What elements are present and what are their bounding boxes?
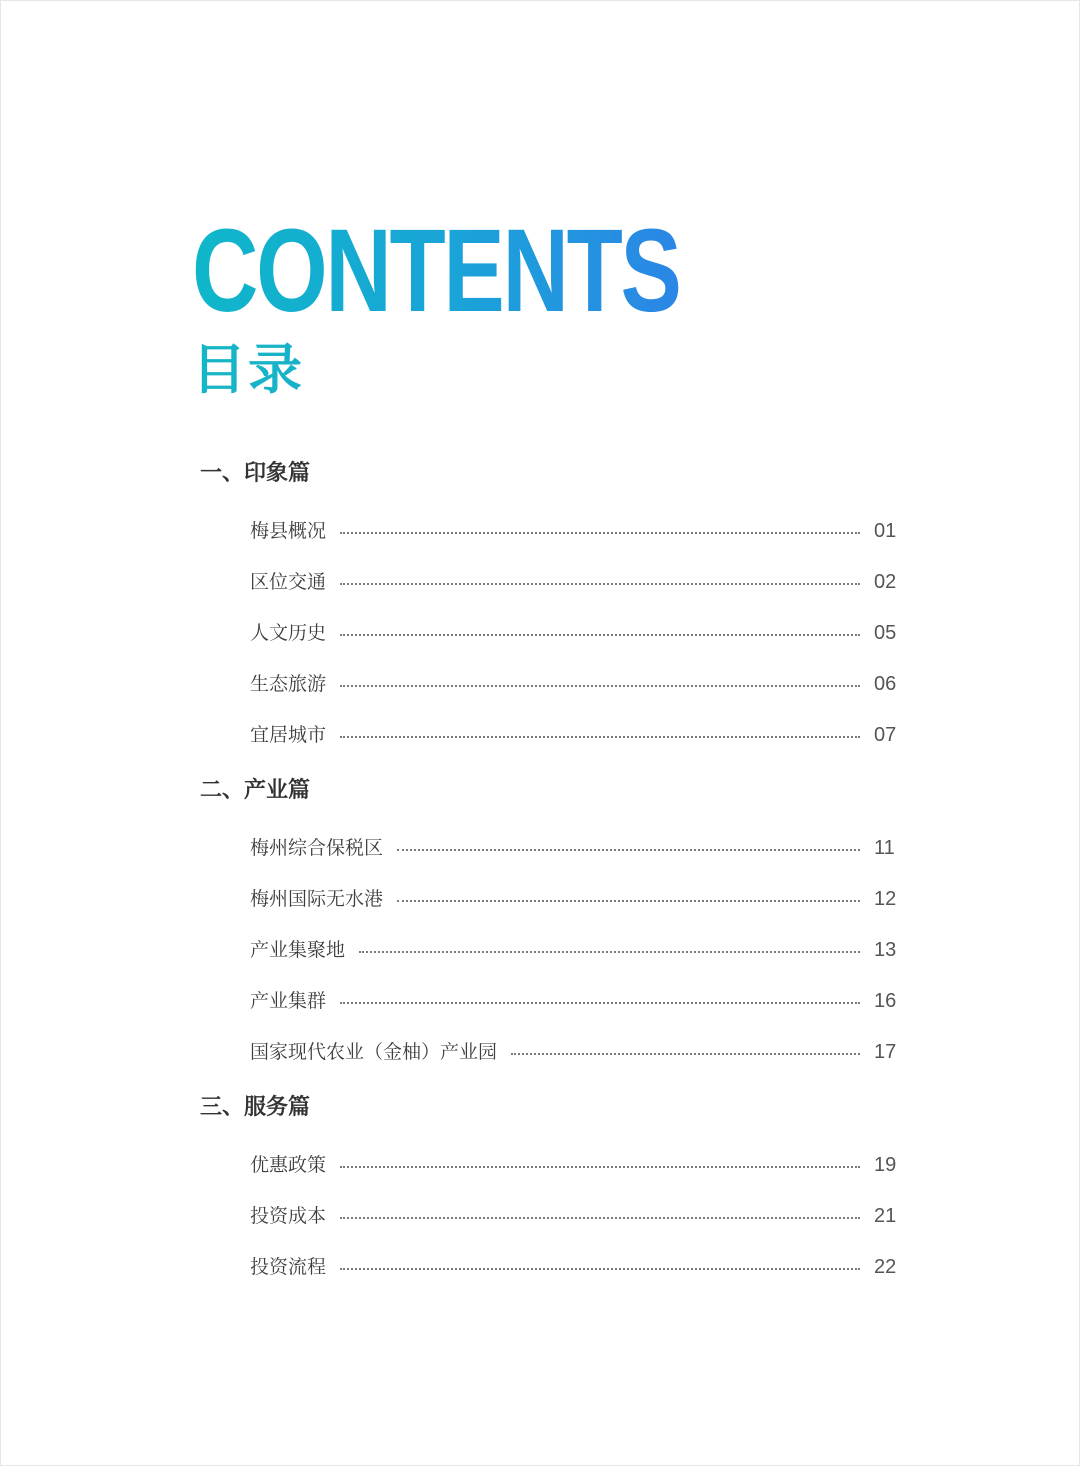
entry-label: 梅州国际无水港 bbox=[250, 888, 384, 910]
entry-page-number: 11 bbox=[874, 837, 895, 859]
dotted-leader bbox=[340, 736, 860, 738]
entry-page-number: 05 bbox=[874, 622, 897, 644]
entry-label: 区位交通 bbox=[250, 571, 327, 593]
toc-entry[interactable] bbox=[200, 710, 900, 761]
entry-page-number: 06 bbox=[874, 673, 897, 695]
toc-entry[interactable] bbox=[200, 976, 900, 1027]
dotted-leader bbox=[340, 1268, 860, 1270]
dotted-leader bbox=[340, 1002, 860, 1004]
dotted-leader bbox=[340, 1166, 860, 1168]
section-heading: 一、印象篇 bbox=[200, 461, 311, 486]
toc-entry[interactable] bbox=[200, 1027, 900, 1078]
entry-label: 梅县概况 bbox=[250, 520, 327, 542]
entry-page-number: 01 bbox=[874, 520, 897, 542]
entry-label: 人文历史 bbox=[250, 622, 327, 644]
toc-entry[interactable] bbox=[200, 1242, 900, 1293]
dotted-leader bbox=[359, 951, 860, 953]
entry-page-number: 02 bbox=[874, 571, 897, 593]
contents-title-cn: 目录 bbox=[192, 340, 817, 400]
toc-entry[interactable] bbox=[200, 925, 900, 976]
entry-page-number: 19 bbox=[874, 1154, 897, 1176]
toc-section-industry bbox=[200, 769, 900, 1078]
entry-label: 梅州综合保税区 bbox=[250, 837, 384, 859]
entry-page-number: 22 bbox=[874, 1256, 897, 1278]
section-heading: 二、产业篇 bbox=[200, 778, 311, 803]
entry-label: 产业集聚地 bbox=[250, 939, 346, 961]
toc-section-services bbox=[200, 1086, 900, 1293]
toc-entry[interactable] bbox=[200, 557, 900, 608]
entry-label: 生态旅游 bbox=[250, 673, 327, 695]
dotted-leader bbox=[340, 532, 860, 534]
table-of-contents bbox=[200, 452, 900, 1293]
toc-entry[interactable] bbox=[200, 823, 900, 874]
entry-label: 国家现代农业（金柚）产业园 bbox=[250, 1041, 498, 1063]
toc-entry[interactable] bbox=[200, 874, 900, 925]
entry-page-number: 12 bbox=[874, 888, 897, 910]
title-block bbox=[192, 205, 817, 401]
entry-page-number: 17 bbox=[874, 1041, 897, 1063]
entry-page-number: 13 bbox=[874, 939, 897, 961]
toc-section-impression bbox=[200, 452, 900, 761]
dotted-leader bbox=[397, 900, 860, 902]
entry-label: 投资流程 bbox=[250, 1256, 327, 1278]
dotted-leader bbox=[340, 583, 860, 585]
entry-label: 投资成本 bbox=[250, 1205, 327, 1227]
contents-title: CONTENTS bbox=[192, 205, 680, 337]
dotted-leader bbox=[340, 685, 860, 687]
entry-page-number: 07 bbox=[874, 724, 897, 746]
toc-entry[interactable] bbox=[200, 659, 900, 710]
entry-label: 优惠政策 bbox=[250, 1154, 327, 1176]
dotted-leader bbox=[511, 1053, 860, 1055]
toc-entry[interactable] bbox=[200, 506, 900, 557]
entry-label: 宜居城市 bbox=[250, 724, 327, 746]
toc-entry[interactable] bbox=[200, 1191, 900, 1242]
toc-entry[interactable] bbox=[200, 1140, 900, 1191]
entry-page-number: 16 bbox=[874, 990, 897, 1012]
entry-label: 产业集群 bbox=[250, 990, 327, 1012]
dotted-leader bbox=[340, 1217, 860, 1219]
dotted-leader bbox=[397, 849, 860, 851]
entry-page-number: 21 bbox=[874, 1205, 897, 1227]
dotted-leader bbox=[340, 634, 860, 636]
toc-entry[interactable] bbox=[200, 608, 900, 659]
section-heading: 三、服务篇 bbox=[200, 1095, 311, 1120]
